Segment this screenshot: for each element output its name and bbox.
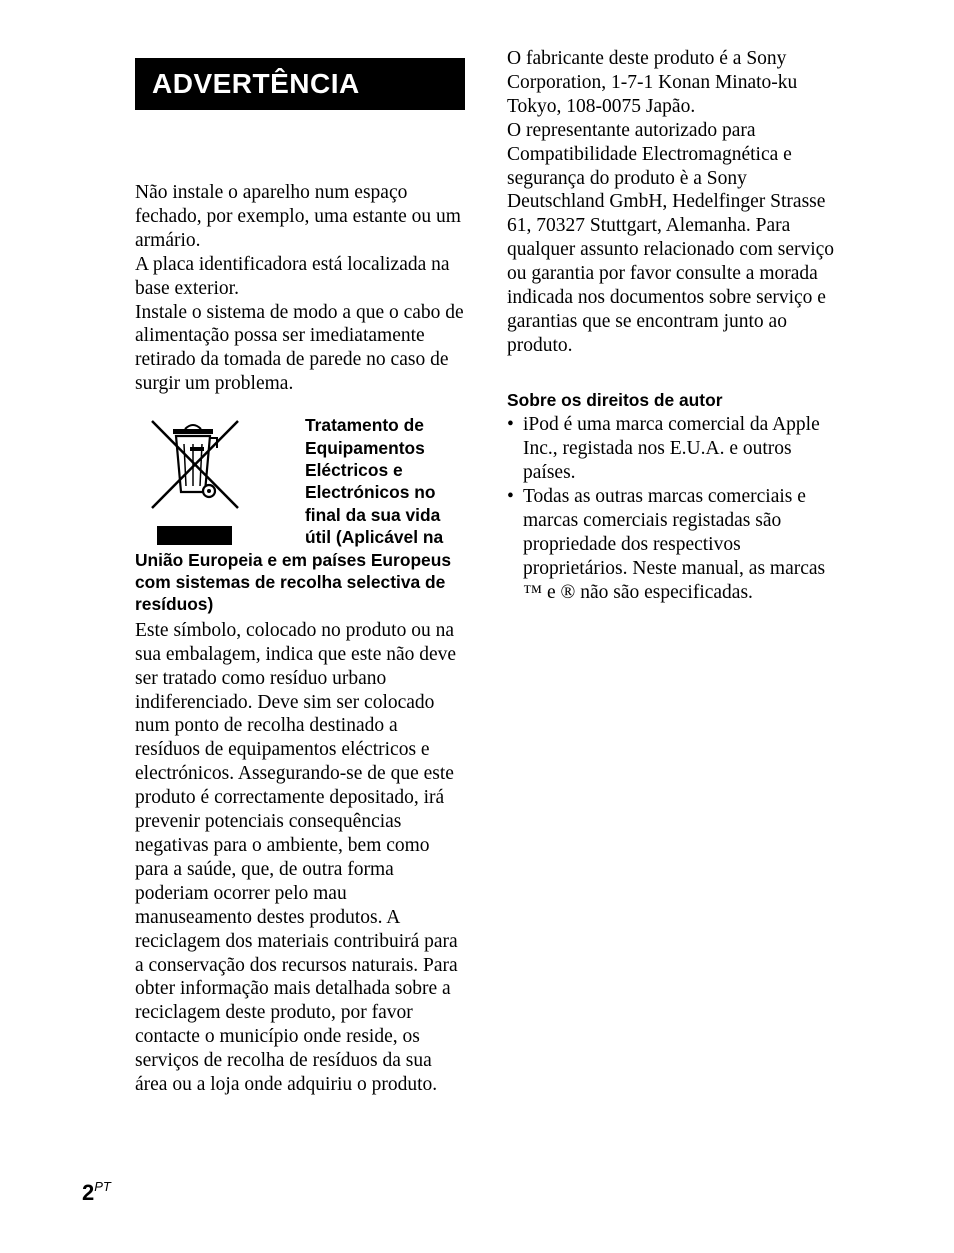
intro-paragraph-1: Não instale o aparelho num espaço fechado, por exemplo, uma estante ou um armário. <box>135 182 461 251</box>
list-item <box>507 413 842 485</box>
warning-title: ADVERTÊNCIA <box>135 58 465 110</box>
intro-paragraph-3: Instale o sistema de modo a que o cabo de alimentação possa ser imediatamente retirado da tomada de parede no caso de surgir um problema. <box>135 301 464 395</box>
list-item <box>507 485 842 605</box>
page-number-value: 2 <box>82 1180 95 1205</box>
weee-body-text: Este símbolo, colocado no produto ou na sua embalagem, indica que este não deve ser tratado como resíduo urbano indiferenciado. Deve sim ser colocado num ponto de recolha destinado a resíduos de equipamentos eléctricos e electrónicos. Assegurando-se de que este produto é correctamente depositado, irá prevenir potenciais consequências negativas para o ambiente, bem como para a saúde, que, de outra forma poderiam ocorrer pelo mau manuseamento destes produtos. A reciclagem dos materiais contribuirá para a conservação dos recursos naturais. Para obter informação mais detalhada sobre a reciclagem deste produto, por favor contacte o município onde reside, os serviços de recolha de resíduos da sua área ou a loja onde adquiriu o produto. <box>135 619 458 1096</box>
left-column <box>135 58 465 1097</box>
manufacturer-paragraph: O fabricante deste produto é a Sony Corporation, 1-7-1 Konan Minato-ku Tokyo, 108-0075 Japão. <box>507 48 798 117</box>
page-number-suffix: PT <box>94 1179 111 1194</box>
bullet-symbol: • <box>507 485 514 507</box>
intro-paragraph-2: A placa identificadora está localizada na base exterior. <box>135 253 450 299</box>
copyright-heading: Sobre os direitos de autor <box>507 389 723 410</box>
intro-text <box>135 181 465 396</box>
right-column <box>507 47 842 604</box>
list-item-text: Todas as outras marcas comerciais e marcas comerciais registadas são propriedade dos respectivos proprietários. Neste manual, as marcas ™ e ® não são especificadas. <box>523 485 826 603</box>
weee-heading: Tratamento de Equipamentos Eléctricos e Electrónicos no final da sua vida útil (Aplicável na União Europeia e em países Europeus com sistemas de recolha selectiva de resíduos) <box>135 415 452 615</box>
representative-paragraph: O representante autorizado para Compatibilidade Electromagnética e segurança do produto è a Sony Deutschland GmbH, Hedelfinger Strasse 61, 70327 Stuttgart, Alemanha. Para qualquer assunto relacionado com serviço ou garantia por favor consulte a morada indicada nos documentos sobre serviço e garantias que se encontram junto ao produto. <box>507 119 835 356</box>
weee-section <box>135 414 465 1097</box>
crossed-out-wheelie-bin-icon <box>135 414 305 546</box>
page-number <box>82 1180 111 1206</box>
list-item-text: iPod é uma marca comercial da Apple Inc., registada nos E.U.A. e outros países. <box>523 414 820 483</box>
bullet-symbol: • <box>507 414 514 436</box>
copyright-list <box>507 413 842 604</box>
